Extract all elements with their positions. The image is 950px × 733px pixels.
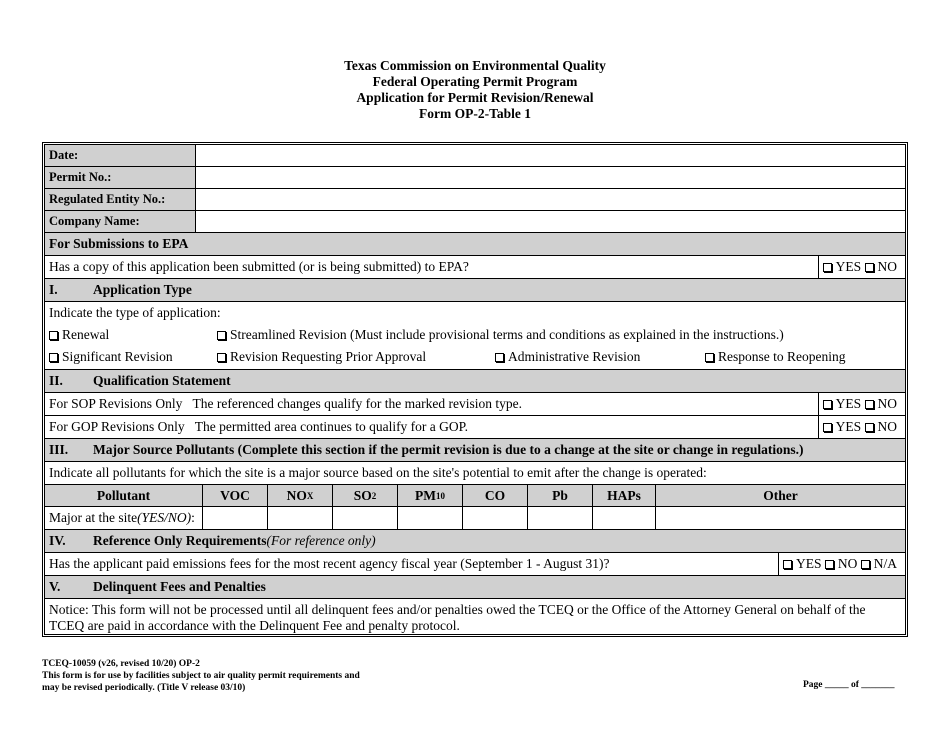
permit-no-row <box>45 167 905 189</box>
page-number: Page _____ of _______ <box>803 680 895 690</box>
section-3-heading-row <box>45 439 905 462</box>
date-label: Date: <box>45 145 196 166</box>
renewal-checkbox[interactable] <box>49 331 58 340</box>
epa-no-checkbox[interactable] <box>865 263 874 272</box>
permit-no-label: Permit No.: <box>45 167 196 188</box>
renewal-label: Renewal <box>62 327 110 342</box>
pm10-col-header: PM 10 <box>398 485 463 506</box>
co-col-header: CO <box>463 485 528 506</box>
gop-yes-label: YES <box>835 419 862 434</box>
form-id: Form OP-2-Table 1 <box>419 106 531 121</box>
section-5-title: Delinquent Fees and Penalties <box>93 579 266 594</box>
nox-col-header: NO X <box>268 485 333 506</box>
epa-question-row <box>45 256 905 279</box>
nox-label: NO <box>286 487 307 503</box>
section-3-number: III. <box>49 442 69 457</box>
section-3-heading <box>49 439 803 461</box>
sop-text: The referenced changes qualify for the marked revision type. <box>192 396 523 411</box>
reopening-checkbox[interactable] <box>705 353 714 362</box>
epa-heading-row <box>45 233 905 256</box>
major-label-italic: (YES/NO) <box>137 510 192 525</box>
fees-na-checkbox[interactable] <box>861 560 870 569</box>
application-title: Application for Permit Revision/Renewal <box>356 90 594 105</box>
pollutant-prompt: Indicate all pollutants for which the site is a major source based on the site's potential to emit after the change is operated: <box>49 465 707 480</box>
section-4-title: Reference Only Requirements <box>93 533 267 548</box>
section-3-title: Major Source Pollutants (Complete this section if the permit revision is due to a change at the site or change in regulations.) <box>93 442 804 457</box>
so2-input[interactable] <box>333 507 398 529</box>
date-row <box>45 145 905 167</box>
prior-approval-option <box>217 349 426 365</box>
company-name-field[interactable] <box>196 211 905 232</box>
co-input[interactable] <box>463 507 528 529</box>
section-4-title-italic: (For reference only) <box>266 533 376 548</box>
epa-question: Has a copy of this application been submitted (or is being submitted) to EPA? <box>49 259 469 274</box>
administrative-option <box>495 349 640 365</box>
pm10-label: PM <box>415 487 436 503</box>
significant-label: Significant Revision <box>62 349 173 364</box>
pollutant-header-row <box>45 485 905 507</box>
pollutant-prompt-row <box>45 462 905 485</box>
sop-no-label: NO <box>877 396 897 411</box>
section-5-heading-row <box>45 576 905 599</box>
section-5-heading <box>49 576 266 598</box>
administrative-label: Administrative Revision <box>508 349 641 364</box>
nox-input[interactable] <box>268 507 333 529</box>
epa-no-label: NO <box>877 259 897 274</box>
section-4-heading <box>49 530 376 552</box>
pm10-input[interactable] <box>398 507 463 529</box>
prior-approval-checkbox[interactable] <box>217 353 226 362</box>
haps-col-header: HAPs <box>593 485 656 506</box>
haps-input[interactable] <box>593 507 656 529</box>
other-col-header: Other <box>763 487 798 503</box>
company-name-label: Company Name: <box>45 211 196 232</box>
fees-yes-checkbox[interactable] <box>783 560 792 569</box>
section-4-number: IV. <box>49 533 66 548</box>
section-5-number: V. <box>49 579 61 594</box>
fees-question-row <box>45 553 905 576</box>
gop-no-checkbox[interactable] <box>865 423 874 432</box>
major-label-text: Major at the site <box>49 510 138 525</box>
sop-yes-label: YES <box>835 396 862 411</box>
sop-label: For SOP Revisions Only <box>49 396 183 411</box>
section-1-title: Application Type <box>93 282 192 297</box>
section-2-heading <box>49 370 231 392</box>
reopening-option <box>705 349 846 365</box>
notice-row <box>45 599 905 634</box>
streamlined-option <box>217 327 784 343</box>
footer-note-2: may be revised periodically. (Title V release 03/10) <box>42 683 246 693</box>
application-type-block <box>45 302 905 370</box>
pb-input[interactable] <box>528 507 593 529</box>
section-2-heading-row <box>45 370 905 393</box>
application-form <box>42 142 908 637</box>
other-input[interactable] <box>656 507 905 529</box>
streamlined-checkbox[interactable] <box>217 331 226 340</box>
fees-yes-no-na <box>778 553 905 575</box>
gop-label: For GOP Revisions Only <box>49 419 185 434</box>
gop-no-label: NO <box>877 419 897 434</box>
gop-yes-no <box>818 416 905 438</box>
voc-col-header: VOC <box>203 485 268 506</box>
gop-text: The permitted area continues to qualify for a GOP. <box>194 419 469 434</box>
permit-no-field[interactable] <box>196 167 905 188</box>
gop-row <box>45 416 905 439</box>
section-1-heading-row <box>45 279 905 302</box>
regulated-entity-row <box>45 189 905 211</box>
prior-approval-label: Revision Requesting Prior Approval <box>230 349 427 364</box>
section-2-title: Qualification Statement <box>93 373 231 388</box>
significant-checkbox[interactable] <box>49 353 58 362</box>
regulated-entity-field[interactable] <box>196 189 905 210</box>
agency-name: Texas Commission on Environmental Quality <box>344 58 606 73</box>
date-field[interactable] <box>196 145 905 166</box>
gop-yes-checkbox[interactable] <box>823 423 832 432</box>
company-name-row <box>45 211 905 233</box>
sop-yes-checkbox[interactable] <box>823 400 832 409</box>
significant-option <box>49 349 173 365</box>
footer-note-1: This form is for use by facilities subject to air quality permit requirements and <box>42 671 360 681</box>
section-1-heading <box>49 279 192 301</box>
pb-col-header: Pb <box>528 485 593 506</box>
sop-row <box>45 393 905 416</box>
epa-heading: For Submissions to EPA <box>49 236 189 251</box>
fees-yes-label: YES <box>795 556 822 571</box>
so2-label: SO <box>353 487 372 503</box>
major-at-site-row <box>45 507 905 530</box>
fees-no-checkbox[interactable] <box>825 560 834 569</box>
gop-statement <box>49 416 468 438</box>
major-label-colon: : <box>191 510 195 525</box>
epa-yes-no <box>818 256 905 278</box>
major-at-site-label <box>45 507 203 529</box>
pollutant-col-header: Pollutant <box>45 485 203 506</box>
form-header <box>0 58 950 122</box>
fees-question: Has the applicant paid emissions fees for the most recent agency fiscal year (September 1 - August 31)? <box>49 556 610 571</box>
application-type-prompt: Indicate the type of application: <box>49 305 221 320</box>
so2-col-header: SO 2 <box>333 485 398 506</box>
sop-yes-no <box>818 393 905 415</box>
voc-input[interactable] <box>203 507 268 529</box>
renewal-option <box>49 327 109 343</box>
regulated-entity-label: Regulated Entity No.: <box>45 189 196 210</box>
reopening-label: Response to Reopening <box>718 349 846 364</box>
sop-no-checkbox[interactable] <box>865 400 874 409</box>
program-name: Federal Operating Permit Program <box>372 74 578 89</box>
administrative-checkbox[interactable] <box>495 353 504 362</box>
form-footer <box>42 658 360 694</box>
delinquent-notice: Notice: This form will not be processed until all delinquent fees and/or penalties owed the TCEQ or the Office of the Attorney General on behalf of the TCEQ are paid in accordance with the Delinquent Fee and penalty protocol. <box>49 602 866 633</box>
section-1-number: I. <box>49 282 58 297</box>
streamlined-label: Streamlined Revision (Must include provisional terms and conditions as explained in the instructions.) <box>230 327 784 342</box>
epa-yes-checkbox[interactable] <box>823 263 832 272</box>
fees-na-label: N/A <box>873 556 897 571</box>
sop-statement <box>49 393 522 415</box>
form-revision: TCEQ-10059 (v26, revised 10/20) OP-2 <box>42 659 200 669</box>
fees-no-label: NO <box>837 556 858 571</box>
epa-yes-label: YES <box>835 259 862 274</box>
section-2-number: II. <box>49 373 63 388</box>
section-4-heading-row <box>45 530 905 553</box>
